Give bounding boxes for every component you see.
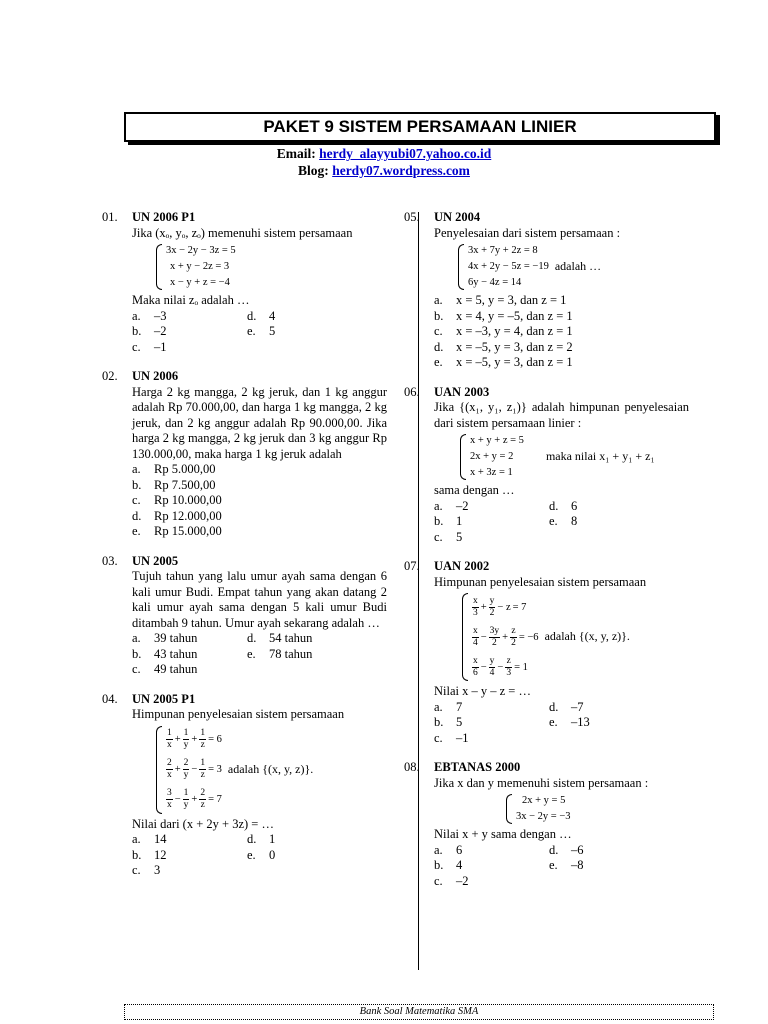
equation: 2 x + $\frac{2}{y}$ − $\frac{1}{z}$ = 3 (167, 758, 222, 780)
email-line (0, 146, 768, 162)
equation-system (156, 243, 387, 291)
option-b[interactable]: b. 5 (434, 715, 463, 729)
question-source: UAN 2002 (434, 559, 490, 573)
options (434, 499, 689, 546)
question-number: 06. (404, 384, 420, 399)
option-e[interactable]: e. 8 (549, 514, 578, 528)
option-c[interactable]: c. –1 (434, 730, 469, 745)
options (434, 700, 689, 747)
equation: x 4 − $\frac{3y}{2}$ + $\frac{z}{2}$ = −6 (473, 625, 539, 648)
question-05 (404, 210, 689, 371)
equation: 3x − 2y − 3z = 5 (166, 245, 236, 256)
blog-label: Blog: (298, 163, 329, 178)
option-a[interactable]: a. 39 tahun (132, 631, 198, 645)
right-column (404, 210, 689, 903)
question-08 (404, 760, 689, 889)
equation: 3x − 2y = −3 (516, 811, 571, 822)
options (132, 309, 387, 356)
equation-system (458, 243, 549, 291)
equation: 6y − 4z = 14 (468, 277, 522, 288)
option-c[interactable]: c. 49 tahun (132, 662, 198, 676)
question-04 (102, 691, 387, 879)
option-d[interactable]: d. Rp 12.000,00 (132, 508, 222, 523)
option-c[interactable]: c. 5 (434, 529, 463, 544)
question-source: UN 2005 P1 (132, 691, 196, 706)
option-b[interactable]: b. 1 (434, 514, 463, 528)
question-source: EBTANAS 2000 (434, 760, 521, 774)
question-number: 01. (102, 210, 118, 224)
option-a[interactable]: a. 14 (132, 832, 167, 846)
question-07 (404, 559, 689, 746)
option-e[interactable]: e. 0 (247, 847, 276, 862)
email-label: Email: (276, 146, 316, 161)
question-06 (404, 384, 689, 546)
equation: x − y + z = −4 (170, 277, 230, 288)
equation-side-text: maka nilai x₁ + y₁ + z₁ (545, 449, 655, 464)
question-text: Jika (xₒ, yₒ, zₒ) memenuhi sistem persamaan (132, 225, 353, 240)
blog-line (0, 163, 768, 179)
equation-system (156, 725, 222, 815)
option-d[interactable]: d. –6 (549, 842, 584, 857)
option-e[interactable]: e. 5 (247, 324, 276, 338)
question-source: UAN 2003 (434, 384, 490, 399)
question-text: Jika x dan y memenuhi sistem persamaan : (434, 775, 649, 790)
option-d[interactable]: d. x = –5, y = 3, dan z = 2 (434, 339, 573, 354)
equation: 1 x + $\frac{1}{y}$ + $\frac{1}{z}$ = 6 (167, 728, 222, 750)
equation: 2x + y = 2 (470, 451, 514, 462)
question-text: Himpunan penyelesaian sistem persamaan (434, 574, 647, 589)
question-text: Penyelesaian dari sistem persamaan : (434, 225, 621, 240)
question-source: UN 2005 (132, 553, 179, 568)
question-text: Himpunan penyelesaian sistem persamaan (132, 707, 345, 721)
option-a[interactable]: a. 6 (434, 842, 463, 857)
options (132, 631, 387, 678)
option-c[interactable]: c. 3 (132, 863, 161, 877)
option-d[interactable]: d. 4 (247, 308, 276, 323)
page-title: PAKET 9 SISTEM PERSAMAAN LINIER (124, 112, 716, 142)
option-e[interactable]: e. Rp 15.000,00 (132, 524, 222, 538)
option-b[interactable]: b. 43 tahun (132, 646, 198, 661)
question-number: 02. (102, 369, 118, 383)
equation-system (460, 433, 524, 481)
question-ask: Nilai x + y sama dengan … (434, 827, 572, 841)
option-e[interactable]: e. 78 tahun (247, 646, 313, 661)
question-ask: Nilai x – y – z = … (434, 684, 531, 698)
option-c[interactable]: c. x = –3, y = 4, dan z = 1 (434, 324, 573, 338)
options (132, 462, 387, 540)
options (434, 843, 689, 890)
question-01 (102, 210, 387, 355)
option-a[interactable]: a. Rp 5.000,00 (132, 462, 216, 476)
equation: 4x + 2y − 5z = −19 (468, 261, 549, 272)
option-c[interactable]: c. –1 (132, 339, 167, 354)
option-a[interactable]: a. –3 (132, 308, 167, 323)
question-number: 05. (404, 210, 420, 224)
question-number: 07. (404, 559, 420, 573)
option-a[interactable]: a. x = 5, y = 3, dan z = 1 (434, 293, 567, 307)
option-c[interactable]: c. Rp 10.000,00 (132, 493, 222, 507)
question-source: UN 2004 (434, 210, 481, 224)
blog-link[interactable]: herdy07.wordpress.com (332, 163, 470, 178)
option-d[interactable]: d. –7 (549, 699, 584, 714)
question-ask: Maka nilai zₒ adalah … (132, 293, 250, 307)
option-e[interactable]: e. –8 (549, 858, 584, 872)
option-b[interactable]: b. 12 (132, 847, 167, 862)
left-column (102, 210, 387, 893)
question-source: UN 2006 (132, 369, 179, 383)
question-number: 04. (102, 691, 118, 706)
option-b[interactable]: b. Rp 7.500,00 (132, 477, 216, 492)
question-number: 03. (102, 553, 118, 568)
question-ask: Nilai dari (x + 2y + 3z) = … (132, 816, 274, 831)
option-e[interactable]: e. x = –5, y = 3, dan z = 1 (434, 355, 573, 369)
equation: x 3 + $\frac{y}{2}$ − z = 7 (473, 595, 527, 618)
equation-side-text: adalah … (554, 259, 602, 274)
options (434, 293, 689, 371)
equation: x + y + z = 5 (470, 435, 524, 446)
question-number: 08. (404, 760, 420, 774)
question-02 (102, 369, 387, 540)
option-d[interactable]: d. 6 (549, 498, 578, 513)
option-c[interactable]: c. –2 (434, 873, 469, 888)
question-text: Tujuh tahun yang lalu umur ayah sama dengan 6 kali umur Budi. Empat tahun yang akan datang 2 kali umur ayah sama dengan 5 kali umur Budi ditambah 9 tahun. Umur ayah sekarang adalah … (132, 569, 387, 630)
option-a[interactable]: a. –2 (434, 498, 469, 513)
option-a[interactable]: a. 7 (434, 699, 463, 714)
question-text: Harga 2 kg mangga, 2 kg jeruk, dan 1 kg anggur adalah Rp 70.000,00, dan harga 1 kg mangga, 2 kg jeruk, dan 2 kg anggur adalah Rp 90.000,00. Jika harga 2 kg mangga, 2 kg jeruk dan 3 kg anggur Rp 130.000,00, maka harga 1 kg jeruk adalah (132, 384, 387, 461)
email-link[interactable]: herdy_alayyubi07.yahoo.co.id (319, 146, 492, 161)
question-source: UN 2006 P1 (132, 210, 196, 224)
column-divider (418, 212, 419, 970)
equation: 2x + y = 5 (522, 795, 566, 806)
option-d[interactable]: d. 1 (247, 832, 276, 846)
equation-system (506, 793, 689, 825)
option-b[interactable]: b. 4 (434, 858, 463, 872)
question-text: Jika {(x₁, y₁, z₁)} adalah himpunan penyelesaian dari sistem persamaan linier : (434, 400, 689, 430)
page-footer: Bank Soal Matematika SMA (124, 1004, 714, 1020)
equation: 3x + 7y + 2z = 8 (468, 245, 538, 256)
equation: x 6 − $\frac{y}{4}$ − $\frac{z}{3}$ = 1 (473, 655, 528, 678)
equation-side-text: adalah {(x, y, z)}. (544, 629, 630, 644)
option-b[interactable]: b. –2 (132, 324, 167, 338)
equation: 3 x − $\frac{1}{y}$ + $\frac{2}{z}$ = 7 (167, 788, 222, 810)
equation-side-text: adalah {(x, y, z)}. (227, 761, 314, 776)
question-ask: sama dengan … (434, 483, 515, 497)
options (132, 832, 387, 879)
equation-system (462, 592, 539, 682)
option-b[interactable]: b. x = 4, y = –5, dan z = 1 (434, 308, 573, 323)
option-d[interactable]: d. 54 tahun (247, 631, 313, 645)
equation: x + y − 2z = 3 (170, 261, 230, 272)
option-e[interactable]: e. –13 (549, 715, 590, 729)
equation: x + 3z = 1 (470, 467, 513, 478)
question-03 (102, 553, 387, 678)
